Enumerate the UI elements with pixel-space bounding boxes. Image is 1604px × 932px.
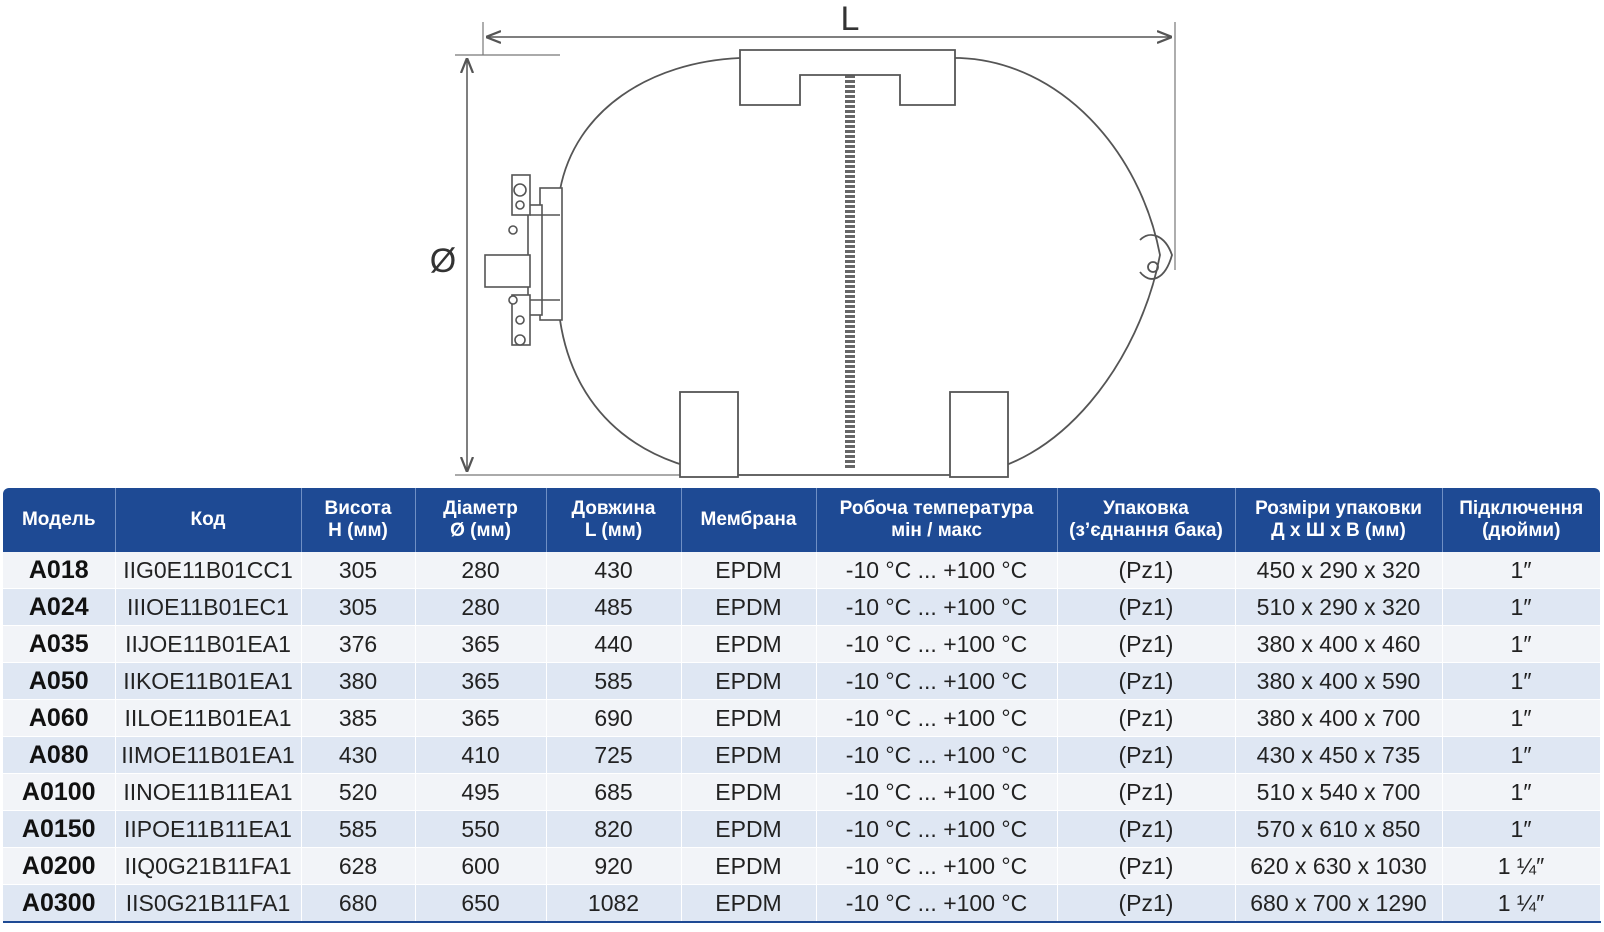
cell-model: A0200 bbox=[3, 848, 115, 885]
cell-length: 690 bbox=[546, 700, 681, 737]
cell-membrane: EPDM bbox=[681, 700, 816, 737]
cell-length: 725 bbox=[546, 737, 681, 774]
cell-code: IIJOE11B01EA1 bbox=[115, 626, 301, 663]
cell-connection: 1″ bbox=[1442, 663, 1600, 700]
table-header-row bbox=[3, 488, 1600, 552]
table-row bbox=[3, 811, 1600, 848]
header-package-size: Розміри упаковки Д х Ш х В (мм) bbox=[1235, 488, 1442, 552]
spec-table bbox=[3, 488, 1601, 923]
header-connection: Підключення (дюйми) bbox=[1442, 488, 1600, 552]
cell-diameter: 650 bbox=[415, 885, 546, 923]
cell-model: A035 bbox=[3, 626, 115, 663]
cell-diameter: 365 bbox=[415, 626, 546, 663]
cell-code: IINOE11B11EA1 bbox=[115, 774, 301, 811]
cell-connection: 1″ bbox=[1442, 774, 1600, 811]
cell-connection: 1 ¼″ bbox=[1442, 885, 1600, 923]
cell-diameter: 280 bbox=[415, 552, 546, 589]
table-row bbox=[3, 663, 1600, 700]
tank-body bbox=[560, 50, 1172, 477]
cell-package-size: 570 x 610 x 850 bbox=[1235, 811, 1442, 848]
table-row bbox=[3, 626, 1600, 663]
cell-membrane: EPDM bbox=[681, 885, 816, 923]
cell-model: A024 bbox=[3, 589, 115, 626]
table-row bbox=[3, 848, 1600, 885]
cell-package-size: 380 x 400 x 460 bbox=[1235, 626, 1442, 663]
cell-height: 380 bbox=[301, 663, 415, 700]
header-temperature: Робоча температура мін / макс bbox=[816, 488, 1057, 552]
cell-length: 585 bbox=[546, 663, 681, 700]
cell-connection: 1″ bbox=[1442, 626, 1600, 663]
cell-connection: 1″ bbox=[1442, 589, 1600, 626]
cell-packaging: (Pz1) bbox=[1057, 774, 1235, 811]
cell-membrane: EPDM bbox=[681, 589, 816, 626]
cell-packaging: (Pz1) bbox=[1057, 663, 1235, 700]
cell-packaging: (Pz1) bbox=[1057, 589, 1235, 626]
table-body bbox=[3, 552, 1600, 922]
cell-packaging: (Pz1) bbox=[1057, 552, 1235, 589]
cell-packaging: (Pz1) bbox=[1057, 885, 1235, 923]
header-diameter: Діаметр Ø (мм) bbox=[415, 488, 546, 552]
cell-code: IIQ0G21B11FA1 bbox=[115, 848, 301, 885]
cell-temperature: -10 °C ... +100 °C bbox=[816, 663, 1057, 700]
cell-height: 520 bbox=[301, 774, 415, 811]
cell-diameter: 550 bbox=[415, 811, 546, 848]
table-row bbox=[3, 552, 1600, 589]
cell-diameter: 600 bbox=[415, 848, 546, 885]
cell-length: 920 bbox=[546, 848, 681, 885]
length-dimension bbox=[483, 0, 1175, 270]
cell-code: IILOE11B01EA1 bbox=[115, 700, 301, 737]
cell-temperature: -10 °C ... +100 °C bbox=[816, 811, 1057, 848]
flange-assembly bbox=[485, 175, 562, 345]
cell-packaging: (Pz1) bbox=[1057, 737, 1235, 774]
cell-diameter: 365 bbox=[415, 663, 546, 700]
header-packaging: Упаковка (з’єднання бака) bbox=[1057, 488, 1235, 552]
header-membrane: Мембрана bbox=[681, 488, 816, 552]
cell-package-size: 380 x 400 x 590 bbox=[1235, 663, 1442, 700]
cell-diameter: 410 bbox=[415, 737, 546, 774]
cell-package-size: 680 x 700 x 1290 bbox=[1235, 885, 1442, 923]
cell-temperature: -10 °C ... +100 °C bbox=[816, 885, 1057, 923]
cell-model: A018 bbox=[3, 552, 115, 589]
cell-height: 376 bbox=[301, 626, 415, 663]
cell-temperature: -10 °C ... +100 °C bbox=[816, 626, 1057, 663]
cell-model: A050 bbox=[3, 663, 115, 700]
cell-package-size: 510 x 540 x 700 bbox=[1235, 774, 1442, 811]
cell-packaging: (Pz1) bbox=[1057, 626, 1235, 663]
cell-length: 440 bbox=[546, 626, 681, 663]
cell-code: IIMOE11B01EA1 bbox=[115, 737, 301, 774]
table-row bbox=[3, 885, 1600, 923]
cell-model: A0150 bbox=[3, 811, 115, 848]
cell-membrane: EPDM bbox=[681, 774, 816, 811]
cell-connection: 1″ bbox=[1442, 811, 1600, 848]
cell-connection: 1″ bbox=[1442, 552, 1600, 589]
cell-temperature: -10 °C ... +100 °C bbox=[816, 774, 1057, 811]
cell-diameter: 495 bbox=[415, 774, 546, 811]
cell-height: 305 bbox=[301, 552, 415, 589]
cell-membrane: EPDM bbox=[681, 663, 816, 700]
cell-packaging: (Pz1) bbox=[1057, 811, 1235, 848]
cell-code: IIIOE11B01EC1 bbox=[115, 589, 301, 626]
cell-temperature: -10 °C ... +100 °C bbox=[816, 848, 1057, 885]
cell-height: 585 bbox=[301, 811, 415, 848]
cell-connection: 1″ bbox=[1442, 737, 1600, 774]
cell-package-size: 380 x 400 x 700 bbox=[1235, 700, 1442, 737]
cell-connection: 1 ¼″ bbox=[1442, 848, 1600, 885]
cell-package-size: 620 x 630 x 1030 bbox=[1235, 848, 1442, 885]
cell-membrane: EPDM bbox=[681, 848, 816, 885]
cell-package-size: 450 x 290 x 320 bbox=[1235, 552, 1442, 589]
table-row bbox=[3, 737, 1600, 774]
header-code: Код bbox=[115, 488, 301, 552]
table-row bbox=[3, 774, 1600, 811]
cell-packaging: (Pz1) bbox=[1057, 700, 1235, 737]
cell-membrane: EPDM bbox=[681, 552, 816, 589]
header-model: Модель bbox=[3, 488, 115, 552]
header-length: Довжина L (мм) bbox=[546, 488, 681, 552]
cell-model: A0100 bbox=[3, 774, 115, 811]
cell-height: 385 bbox=[301, 700, 415, 737]
cell-membrane: EPDM bbox=[681, 811, 816, 848]
table-row bbox=[3, 700, 1600, 737]
cell-temperature: -10 °C ... +100 °C bbox=[816, 589, 1057, 626]
cell-packaging: (Pz1) bbox=[1057, 848, 1235, 885]
cell-diameter: 280 bbox=[415, 589, 546, 626]
cell-membrane: EPDM bbox=[681, 626, 816, 663]
cell-code: IIPOE11B11EA1 bbox=[115, 811, 301, 848]
cell-temperature: -10 °C ... +100 °C bbox=[816, 737, 1057, 774]
diameter-label: Ø bbox=[429, 242, 457, 280]
cell-package-size: 510 x 290 x 320 bbox=[1235, 589, 1442, 626]
cell-model: A080 bbox=[3, 737, 115, 774]
cell-temperature: -10 °C ... +100 °C bbox=[816, 700, 1057, 737]
cell-height: 680 bbox=[301, 885, 415, 923]
cell-model: A060 bbox=[3, 700, 115, 737]
cell-temperature: -10 °C ... +100 °C bbox=[816, 552, 1057, 589]
header-height: Висота H (мм) bbox=[301, 488, 415, 552]
cell-connection: 1″ bbox=[1442, 700, 1600, 737]
table-row bbox=[3, 589, 1600, 626]
cell-package-size: 430 x 450 x 735 bbox=[1235, 737, 1442, 774]
cell-length: 430 bbox=[546, 552, 681, 589]
cell-height: 430 bbox=[301, 737, 415, 774]
cell-model: A0300 bbox=[3, 885, 115, 923]
cell-length: 820 bbox=[546, 811, 681, 848]
cell-code: IIG0E11B01CC1 bbox=[115, 552, 301, 589]
length-label: L bbox=[840, 0, 860, 38]
cell-membrane: EPDM bbox=[681, 737, 816, 774]
cell-code: IIS0G21B11FA1 bbox=[115, 885, 301, 923]
cell-diameter: 365 bbox=[415, 700, 546, 737]
cell-length: 485 bbox=[546, 589, 681, 626]
cell-length: 685 bbox=[546, 774, 681, 811]
cell-length: 1082 bbox=[546, 885, 681, 923]
cell-height: 305 bbox=[301, 589, 415, 626]
cell-code: IIKOE11B01EA1 bbox=[115, 663, 301, 700]
cell-height: 628 bbox=[301, 848, 415, 885]
